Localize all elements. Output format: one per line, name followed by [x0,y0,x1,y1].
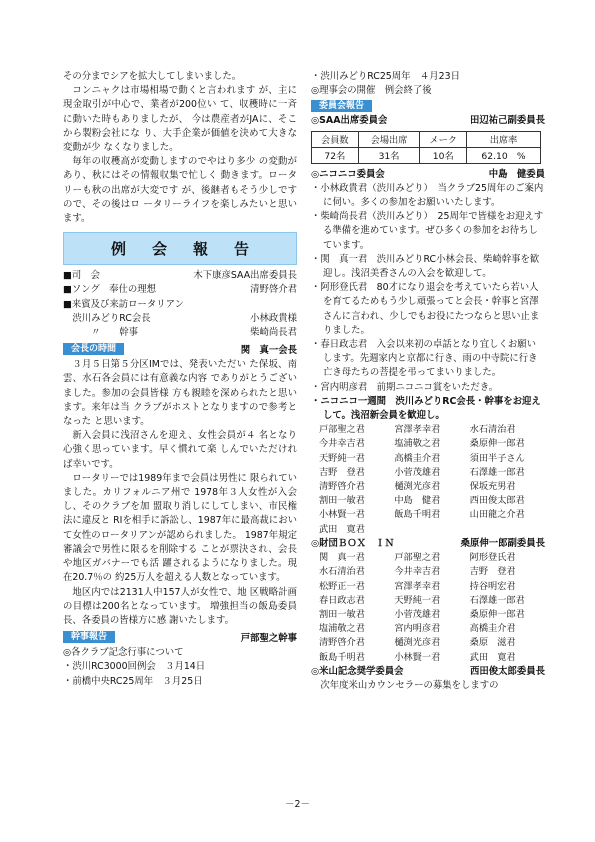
niko-item: ・小林政貴君（渋川みどり） 当クラブ25周年のご案内に伺い。多くの参加をお願いいたします。 [311,182,544,209]
president-name: 関 真一会長 [240,345,297,357]
member-name: 石澤雄一郎君 [469,466,525,478]
member-name: 吉野 登君 [469,566,516,578]
member-name: 清野啓介君 [319,481,365,493]
member-name: 樋渕光彦君 [394,481,441,493]
saa-title: ◎SAA出席委員会 [311,115,388,127]
header-cell: 出席率 [467,131,541,147]
attendance-header-row [312,131,541,147]
member-name: 天野純一君 [394,594,441,606]
member-name: 割田一敏君 [319,495,365,507]
member-name: 小菅茂雄君 [394,466,441,478]
role-label: 〃 幹事 [63,327,139,339]
role-label: 渋川みどりRC会長 [63,312,151,324]
yoneyama-title: ◎米山記念奨学委員会 [311,665,404,677]
saa-heading [311,114,545,128]
member-name: 桑原伸一郎君 [469,608,525,620]
member-name: 小林賢一君 [319,509,365,521]
header-cell: 会場出席 [358,131,420,147]
niko-person: 中島 健委員 [488,168,545,180]
member-name: 阿形登氏君 [469,552,516,564]
secretary-head: ◎各クラブ記念行事について [63,647,184,659]
niko-week-heading: ・ニコニコ一週間 渋川みどりRC会長・幹事をお迎えして。浅沼新会員を歓迎し。 [311,395,541,422]
yoneyama-person: 西田俊太郎委員長 [469,665,545,677]
intro-paragraph-1: その分までシアを拡大してしまいました。 [63,71,242,82]
niko-item: ・宮内明彦君 前期ニコニコ賞をいただき。 [311,381,499,393]
niko-title: ◎ニコニコ委員会 [311,168,385,180]
value-cell: 72名 [312,147,359,163]
member-name: 戸部聖之君 [394,552,441,564]
member-name: 桑原 滋君 [469,637,516,649]
member-name: 戸部聖之君 [319,424,365,436]
president-paragraph-3: ロータリーでは1989年まで会員は男性に 限られていました。カリフォルニア州で 1978年３人女性が入会し、そのクラブを加 盟取り消しにしてしまい、市民権法に違反と RIを相手に訴訟し、1987年に最高裁におい て女性のロータリアンが認められました。 1987年規定審議会で男性に限るを削除する ことが票決され、会長や地区ガバナーでも活 躍されるようになりました。現在20.7％の 約25万人を超える人数となっています。 [63,472,297,584]
member-name: 割田一敏君 [319,608,365,620]
box-names-grid [311,551,545,665]
secretary-name: 戸部聖之幹事 [240,633,297,645]
member-name: 西田俊太郎君 [469,495,525,507]
president-paragraph-2: 新入会員に浅沼さんを迎え、女性会員が４ 名となり心強く思っています。早く慣れて楽 しんでいただければ幸いです。 [63,430,297,470]
yoneyama-text: 次年度米山カウンセラーの募集をしますの [320,679,499,691]
niko-item: ・柴崎尚長君（渋川みどり） 25周年で皆様をお迎えする準備を進めています。ぜひ多くの参加をお待ちしています。 [311,211,544,251]
committee-report-label: 委員会報告 [311,100,372,112]
header-cell: 会員数 [312,131,359,147]
member-name: 持谷明宏君 [469,580,516,592]
member-name: 宮澤孝幸君 [394,580,441,592]
member-name: 塩浦敬之君 [394,438,441,450]
president-time-header [63,342,297,356]
attendance-value-row [312,147,541,163]
member-name: 中島 健君 [394,495,441,507]
role-row [63,326,297,340]
member-name: 武田 寛君 [469,651,516,663]
secretary-item: ・渋川RC3000回例会 ３月14日 [63,661,206,673]
member-name: 桑原伸一郎君 [469,438,525,450]
member-name: 須田半子さん [469,452,525,464]
committee-report-header [311,100,545,112]
member-name: 今井幸吉君 [319,438,365,450]
meeting-report-banner: 例会報告 [63,232,297,265]
roles-list [63,269,297,340]
member-name: 吉野 登君 [319,466,365,478]
president-paragraph-1: ３月５日第５分区IMでは、発表いただい た保坂、南雲、水石各会員には有意義な内容 でありがとうございました。参加の会員皆様 方も親睦を深められたと思います。来年は当 クラブがホストとなりますので参考となった と思います。 [63,359,297,428]
niko-item: ・春日政志君 入会以来初の卓話となり宜しくお願いします。先週家内と京都に行き、雨の中寺院に行き亡き母たちの菩提を弔ってまいりました。 [311,339,538,379]
member-name: 樋渕光彦君 [394,637,441,649]
member-name: 飯島千明君 [394,509,441,521]
role-person: 柴崎尚長君 [250,327,297,339]
secretary-report-label: 幹事報告 [63,631,115,643]
value-cell: 31名 [358,147,420,163]
secretary-report-header [63,630,297,644]
member-name: 保坂充男君 [469,481,516,493]
role-label: ■ソング 奉仕の理想 [63,284,157,296]
member-name: 水石清治君 [319,566,365,578]
member-name: 武田 寛君 [319,523,365,535]
niko-heading [311,168,545,182]
role-person: 清野啓介君 [250,284,297,296]
president-time-label: 会長の時間 [63,343,124,355]
member-name [470,523,545,537]
event-item: ◎理事会の開催 例会終了後 [311,85,432,97]
member-name: 水石清治君 [469,424,516,436]
member-name: 小菅茂雄君 [394,608,441,620]
intro-paragraph-3: 毎年の収穫高が変動しますのでやはり多少 の変動があり、秋にはその情報収集で忙しく 動きます。ロータリーも秋の出席が大変です が、後継者もそう少しですので、その後はロ ータリーライフを楽しみたいと思います。 [63,156,297,225]
president-paragraph-4: 地区内では2131人中157人が女性で、地 区戦略計画の目標は200名となっています。 増強担当の飯島委員長、各委員の皆様方に感 謝いたします。 [63,586,297,626]
header-cell: メーク [420,131,467,147]
box-person: 桑原伸一郎副委員長 [460,537,545,549]
member-name: 関 真一君 [319,552,365,564]
week-names-grid [311,423,545,537]
role-row [63,298,297,312]
member-name: 高橋圭介君 [469,623,516,635]
role-person: 木下康彦SAA出席委員長 [193,270,297,282]
value-cell: 10名 [420,147,467,163]
member-name: 石澤雄一郎君 [469,594,525,606]
intro-paragraph-2: コンニャクは市場相場で動くと言われます が、主に現金取引が中心で、業者が200位い て、収穫時に一斉に動いた時もありましたが、 今は農産者がJAに、そこから製粉会社にな り、大手企業が価値を決めて大きな変動が少 なくなりました。 [63,85,297,154]
member-name: 天野純一君 [319,452,365,464]
role-person: 小林政貴様 [250,312,297,324]
member-name: 宮澤孝幸君 [394,424,441,436]
member-name: 飯島千明君 [319,651,365,663]
left-column [63,70,297,689]
right-column [311,70,545,693]
role-row [63,283,297,297]
attendance-table [311,131,541,164]
box-heading [311,537,545,551]
member-name: 宮内明彦君 [394,623,441,635]
member-name: 清野啓介君 [319,637,365,649]
saa-person: 田辺祐己副委員長 [469,115,545,127]
member-name: 小林賢一君 [394,651,441,663]
secretary-item: ・前橋中央RC25周年 ３月25日 [63,675,203,687]
member-name [394,523,469,537]
page-number: －2－ [285,799,310,810]
member-name: 松野正一君 [319,580,365,592]
member-name: 高橋圭介君 [394,452,441,464]
role-row [63,312,297,326]
member-name: 春日政志君 [319,594,365,606]
box-title: ◎財団ＢＯＸ ＩＮ [311,537,395,549]
member-name: 塩浦敬之君 [319,623,365,635]
event-item: ・渋川みどりRC25周年 ４月23日 [311,71,460,82]
role-label: ■来賓及び来訪ロータリアン [63,298,184,310]
role-label: ■司 会 [63,270,100,282]
member-name: 今井幸吉君 [394,566,441,578]
niko-item: ・阿形登氏君 80才になり退会を考えていたら若い人を育てるためもう少し頑張ってと会長・幹事と宮澤さんに言われ、少しでもお役にたつならと思い止まりました。 [311,282,540,336]
yoneyama-heading [311,665,545,679]
role-row [63,269,297,283]
value-cell: 62.10 % [467,147,541,163]
niko-item: ・関 真一君 渋川みどりRC小林会長、柴崎幹事を歓迎し。浅沼美香さんの入会を歓迎して。 [311,253,540,280]
member-name: 山田龍之介君 [469,509,525,521]
